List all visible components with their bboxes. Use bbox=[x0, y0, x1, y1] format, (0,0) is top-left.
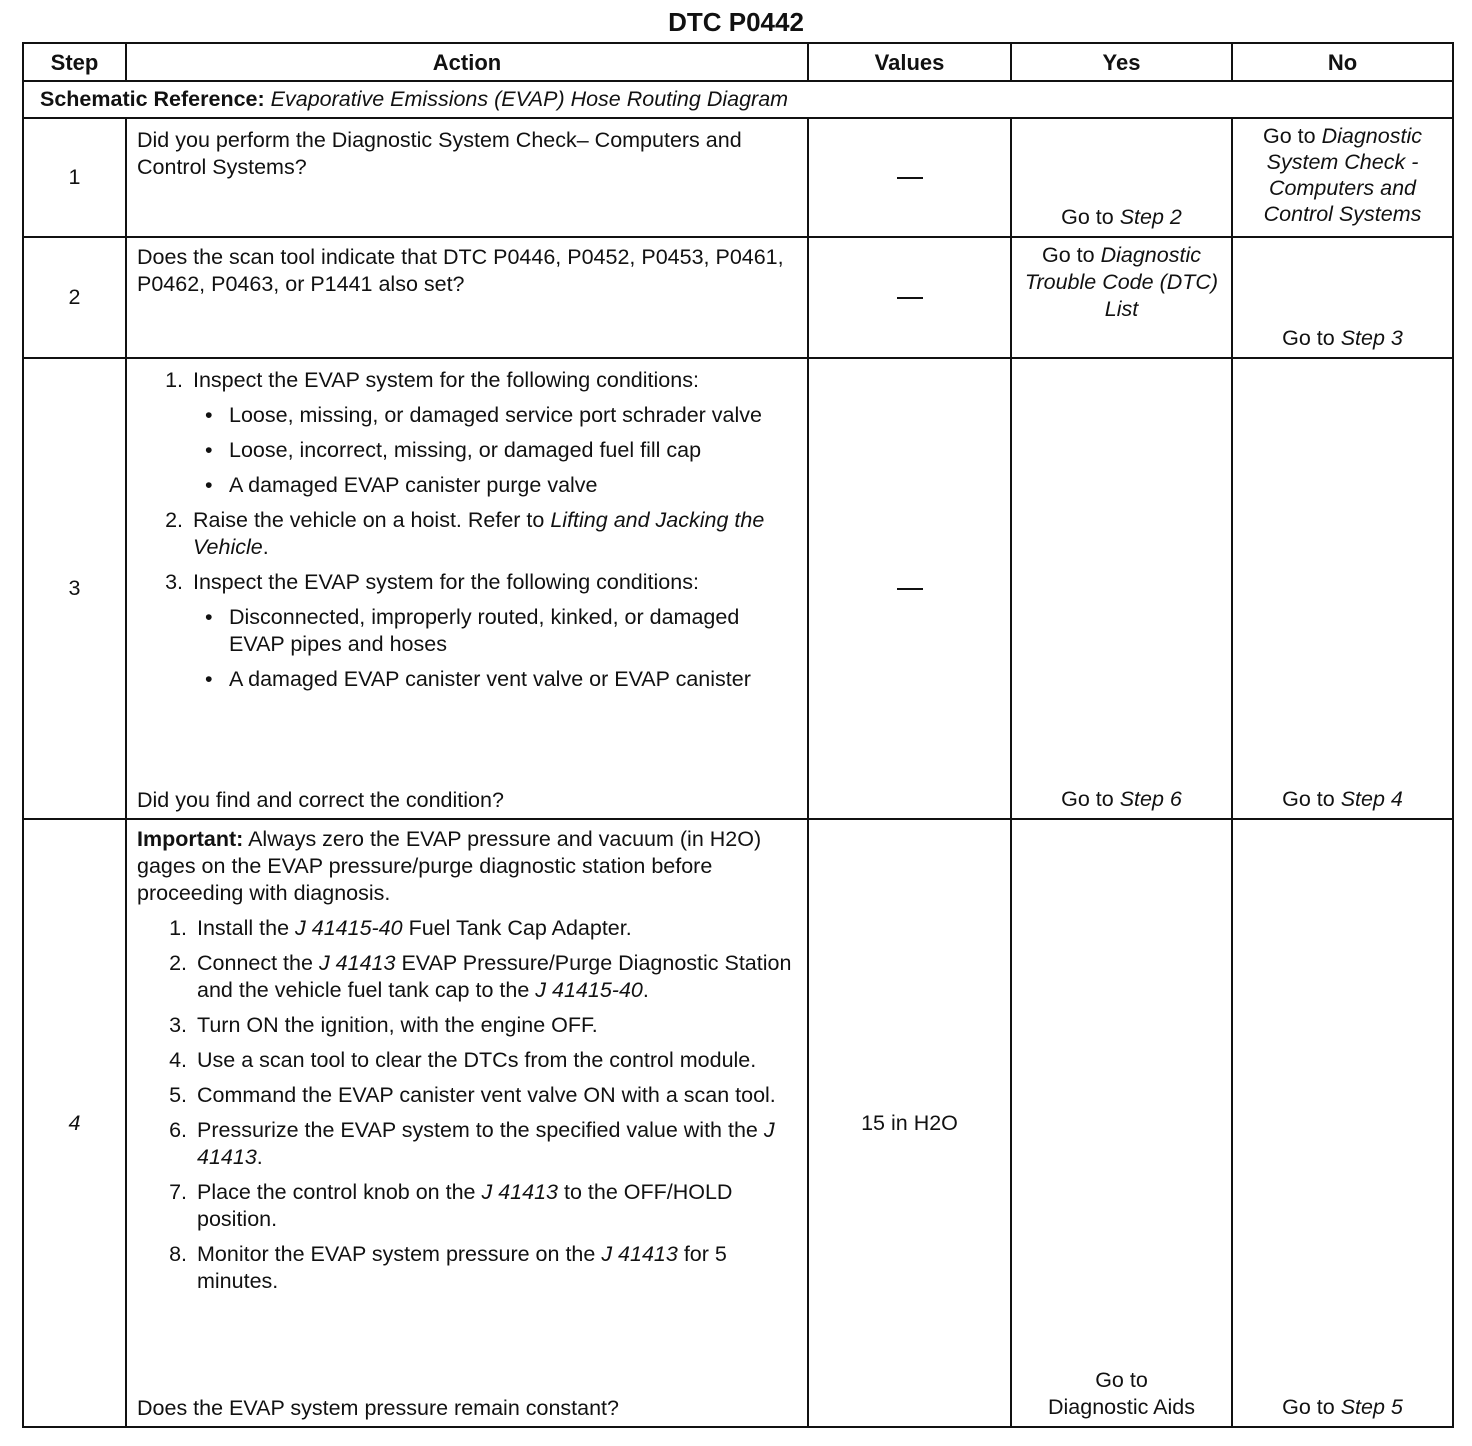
dash-mark bbox=[897, 588, 923, 590]
schematic-link[interactable]: Evaporative Emissions (EVAP) Hose Routing Diagram bbox=[270, 87, 789, 111]
no-cell bbox=[1232, 358, 1453, 819]
action-cell bbox=[126, 819, 808, 1427]
tool-link[interactable]: J 41415-40 bbox=[535, 978, 643, 1002]
value-cell bbox=[808, 237, 1011, 358]
procedure-step: 1. Install the J 41415-40 Fuel Tank Cap Adapter. bbox=[193, 915, 799, 942]
question-text: Does the EVAP system pressure remain constant? bbox=[137, 1396, 619, 1420]
procedure-step: 7. Place the control knob on the J 41413 to the OFF/HOLD position. bbox=[193, 1179, 799, 1233]
yes-prefix: Go to bbox=[1042, 243, 1095, 267]
action-cell bbox=[126, 237, 808, 358]
no-link[interactable]: Step 4 bbox=[1340, 787, 1403, 811]
yes-link[interactable]: Diagnostic Aids bbox=[1048, 1395, 1195, 1419]
procedure-step: 3. Inspect the EVAP system for the following conditions: • Disconnected, improperly routed, kinked, or damaged EVAP pipes and hoses • A damaged EVAP canister vent valve or EVAP canister bbox=[189, 569, 799, 693]
action-cell bbox=[126, 358, 808, 819]
value-cell: 15 in H2O bbox=[808, 819, 1011, 1427]
no-link[interactable]: Step 5 bbox=[1340, 1395, 1403, 1419]
schematic-reference bbox=[23, 81, 1453, 118]
procedure-step: 2. Raise the vehicle on a hoist. Refer to Lifting and Jacking the Vehicle. bbox=[189, 507, 799, 561]
yes-cell bbox=[1011, 819, 1232, 1427]
condition-list bbox=[193, 604, 799, 693]
list-item: • A damaged EVAP canister vent valve or EVAP canister bbox=[225, 666, 799, 693]
header-values: Values bbox=[808, 43, 1011, 81]
header-step: Step bbox=[23, 43, 126, 81]
schematic-reference-row bbox=[23, 81, 1453, 118]
tool-link[interactable]: J 41413 bbox=[481, 1180, 558, 1204]
no-link[interactable]: Diagnostic System Check - Computers and Control Systems bbox=[1263, 124, 1422, 226]
procedure-step: 4. Use a scan tool to clear the DTCs from the control module. bbox=[193, 1047, 799, 1074]
table-row bbox=[23, 358, 1453, 819]
schematic-label: Schematic Reference: bbox=[40, 87, 265, 111]
step-number: 1 bbox=[23, 118, 126, 237]
yes-cell bbox=[1011, 118, 1232, 237]
procedure-step: 3. Turn ON the ignition, with the engine OFF. bbox=[193, 1012, 799, 1039]
yes-cell bbox=[1011, 237, 1232, 358]
no-prefix: Go to bbox=[1282, 787, 1335, 811]
tool-link[interactable]: J 41413 bbox=[318, 951, 396, 975]
value-cell bbox=[808, 118, 1011, 237]
step-number: 2 bbox=[23, 237, 126, 358]
reference-link[interactable]: Lifting and Jacking the Vehicle bbox=[193, 508, 765, 559]
no-link[interactable]: Step 3 bbox=[1340, 326, 1403, 350]
procedure-step: 5. Command the EVAP canister vent valve ON with a scan tool. bbox=[193, 1082, 799, 1109]
header-yes: Yes bbox=[1011, 43, 1232, 81]
no-cell bbox=[1232, 819, 1453, 1427]
header-action: Action bbox=[126, 43, 808, 81]
procedure-step: 1. Inspect the EVAP system for the following conditions: • Loose, missing, or damaged service port schrader valve • Loose, incorrect, missing, or damaged fuel fill cap • A damaged EVAP canister purge valve bbox=[189, 367, 799, 499]
table-row bbox=[23, 237, 1453, 358]
question-text: Does the scan tool indicate that DTC P0446, P0452, P0453, P0461, P0462, P0463, or P1441 also set? bbox=[137, 245, 784, 296]
page-title: DTC P0442 bbox=[668, 7, 804, 37]
yes-prefix: Go to bbox=[1061, 205, 1114, 229]
tool-link[interactable]: J 41415-40 bbox=[295, 916, 403, 940]
procedure-step: 8. Monitor the EVAP system pressure on the J 41413 for 5 minutes. bbox=[193, 1241, 799, 1295]
question-text: Did you perform the Diagnostic System Check– Computers and Control Systems? bbox=[137, 128, 742, 179]
list-item: • Loose, missing, or damaged service port schrader valve bbox=[225, 402, 799, 429]
list-item: • Loose, incorrect, missing, or damaged fuel fill cap bbox=[225, 437, 799, 464]
yes-link[interactable]: Diagnostic Trouble Code (DTC) List bbox=[1024, 243, 1219, 321]
no-cell bbox=[1232, 118, 1453, 237]
procedure-step: 6. Pressurize the EVAP system to the specified value with the J 41413. bbox=[193, 1117, 799, 1171]
table-row bbox=[23, 118, 1453, 237]
procedure-step: 2. Connect the J 41413 EVAP Pressure/Purge Diagnostic Station and the vehicle fuel tank cap to the J 41415-40. bbox=[193, 950, 799, 1004]
header-no: No bbox=[1232, 43, 1453, 81]
yes-prefix: Go to bbox=[1095, 1368, 1148, 1392]
procedure-list bbox=[137, 915, 799, 1295]
important-label: Important: bbox=[137, 827, 244, 851]
question-text: Did you find and correct the condition? bbox=[137, 788, 504, 812]
action-cell bbox=[126, 118, 808, 237]
procedure-list bbox=[137, 365, 799, 701]
no-cell bbox=[1232, 237, 1453, 358]
yes-cell bbox=[1011, 358, 1232, 819]
no-prefix: Go to bbox=[1282, 326, 1335, 350]
dash-mark bbox=[897, 177, 923, 179]
yes-link[interactable]: Step 2 bbox=[1119, 205, 1182, 229]
tool-link[interactable]: J 41413 bbox=[197, 1118, 775, 1169]
step-number: 4 bbox=[23, 819, 126, 1427]
list-item: • A damaged EVAP canister purge valve bbox=[225, 472, 799, 499]
yes-prefix: Go to bbox=[1061, 787, 1114, 811]
condition-list bbox=[193, 402, 799, 499]
step-number: 3 bbox=[23, 358, 126, 819]
list-item: • Disconnected, improperly routed, kinked, or damaged EVAP pipes and hoses bbox=[225, 604, 799, 658]
table-row bbox=[23, 819, 1453, 1427]
no-prefix: Go to bbox=[1282, 1395, 1335, 1419]
value-cell bbox=[808, 358, 1011, 819]
tool-link[interactable]: J 41413 bbox=[601, 1242, 678, 1266]
header-row bbox=[23, 43, 1453, 81]
dash-mark bbox=[897, 297, 923, 299]
yes-link[interactable]: Step 6 bbox=[1119, 787, 1182, 811]
dtc-table bbox=[22, 42, 1454, 1428]
important-note: Important: Always zero the EVAP pressure and vacuum (in H2O) gages on the EVAP pressure/purge diagnostic station before proceeding with diagnosis. bbox=[137, 827, 762, 905]
no-prefix: Go to bbox=[1263, 124, 1316, 148]
